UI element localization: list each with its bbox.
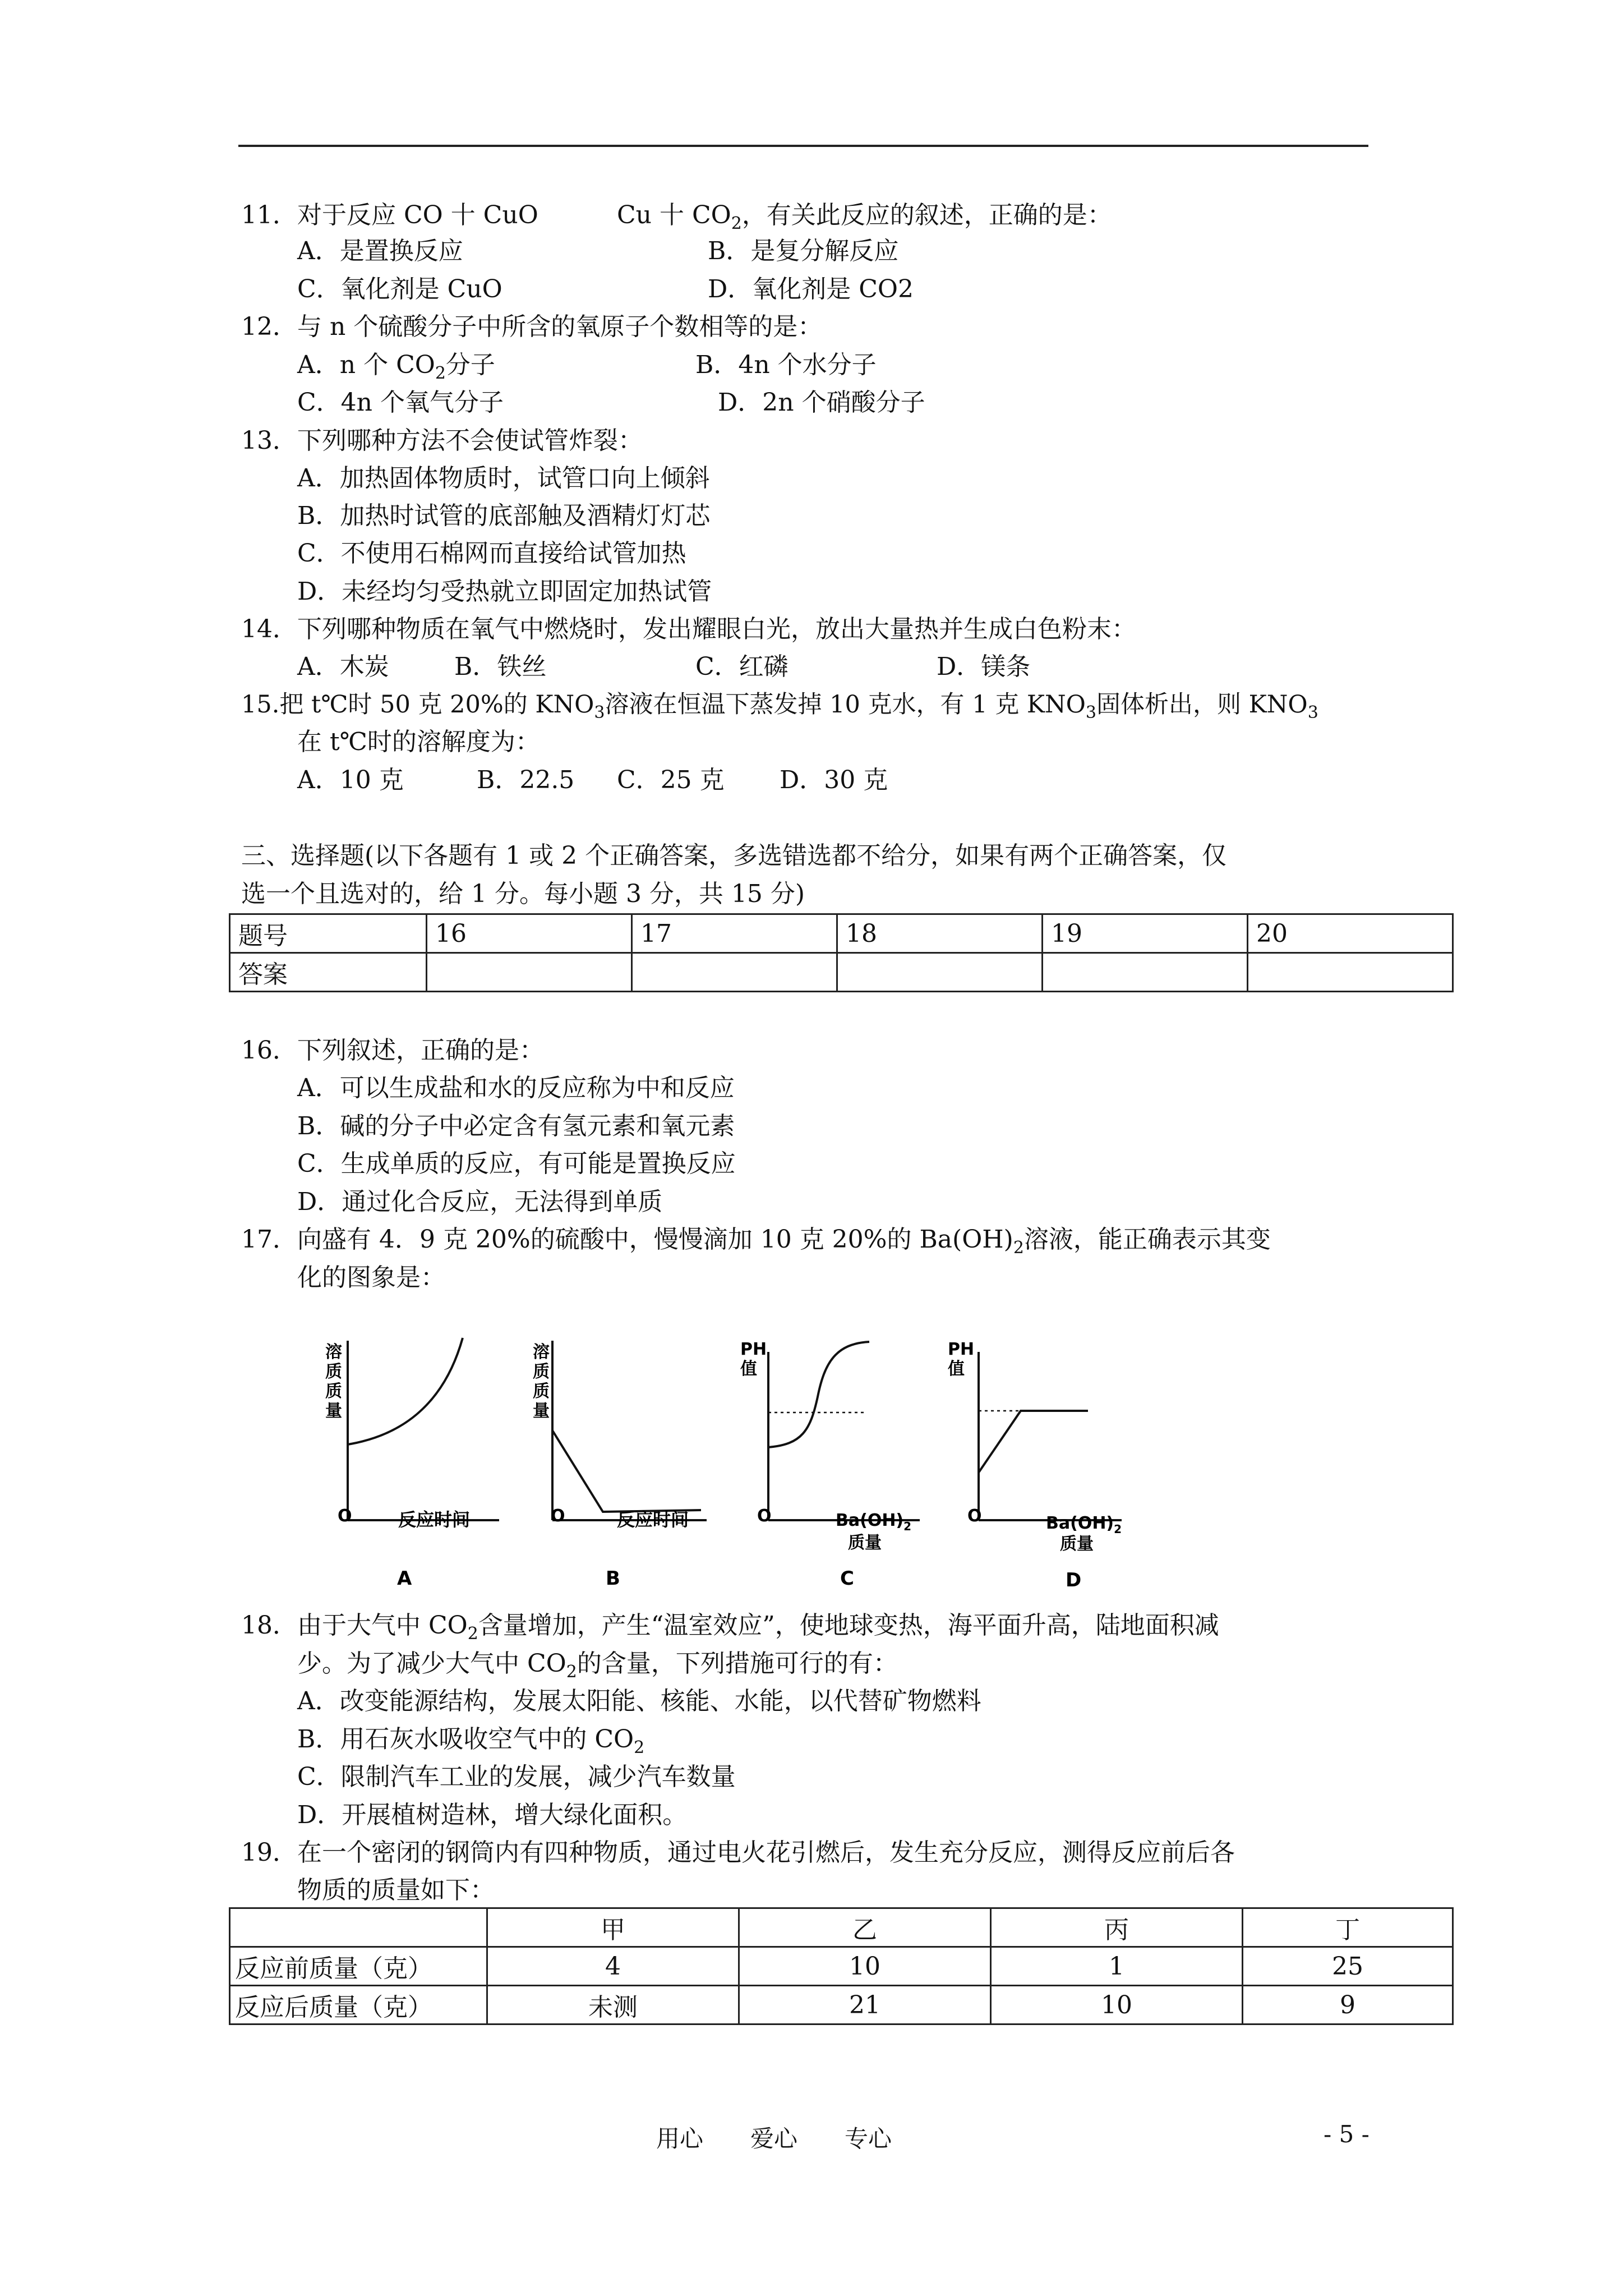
graph-b-y-label-2: 质 <box>533 1362 550 1382</box>
mass-table-cell: 1 <box>991 1947 1243 1986</box>
graph-b-curve <box>552 1430 701 1512</box>
q14-option-d: D．镁条 <box>937 652 1031 681</box>
graph-a-y-label-1: 溶 <box>325 1342 342 1362</box>
mass-table-row <box>230 1947 1453 1986</box>
q11-stem: 11．对于反应 CO 十 CuO <box>241 201 538 229</box>
q18-option-b: B．用石灰水吸收空气中的 $CO_2$ <box>297 1725 645 1757</box>
answer-input-16[interactable] <box>427 953 632 992</box>
q18-stem-line2: 少。为了减少大气中 $CO_2$的含量，下列措施可行的有： <box>297 1649 898 1682</box>
q15-option-a: A．10 克 <box>297 766 404 794</box>
q11-option-a: A．是置换反应 <box>297 237 463 265</box>
graph-b-letter: B <box>606 1567 620 1590</box>
q14-option-c: C．红磷 <box>695 652 789 681</box>
mass-table-row <box>230 1986 1453 2024</box>
graph-c-y-label-2: 值 <box>740 1359 757 1379</box>
q16-option-c: C．生成单质的反应，有可能是置换反应 <box>297 1149 736 1178</box>
graph-d-y-label-2: 值 <box>948 1359 965 1379</box>
page-number: - 5 - <box>1324 2120 1370 2148</box>
mass-table-cell <box>230 1908 487 1947</box>
answer-table-cell: 18 <box>837 914 1043 953</box>
graph-c-letter: C <box>840 1567 854 1590</box>
answer-table <box>229 913 1454 992</box>
q12-option-c: C．4n 个氧气分子 <box>297 388 504 417</box>
q19-stem-line1: 19．在一个密闭的钢筒内有四种物质，通过电火花引燃后，发生充分反应，测得反应前后各 <box>241 1838 1235 1867</box>
q13-stem: 13．下列哪种方法不会使试管炸裂： <box>241 426 643 455</box>
q13-option-c: C．不使用石棉网而直接给试管加热 <box>297 539 686 568</box>
graph-c-x-label: $Ba(OH)_2$ <box>836 1511 912 1533</box>
mass-table-cell: 21 <box>739 1986 991 2024</box>
graph-a-letter: A <box>397 1567 412 1590</box>
mass-table-cell: 乙 <box>739 1908 991 1947</box>
q18-option-a: A．改变能源结构，发展太阳能、核能、水能，以代替矿物燃料 <box>297 1687 981 1715</box>
q16-option-a: A．可以生成盐和水的反应称为中和反应 <box>297 1074 735 1102</box>
q11-stem-cont: Cu 十 $CO_2$，有关此反应的叙述，正确的是： <box>617 201 1112 233</box>
graph-d <box>942 1329 1127 1599</box>
q16-stem: 16．下列叙述，正确的是： <box>241 1036 544 1065</box>
q14-option-a: A．木炭 <box>297 652 389 681</box>
graph-b-y-label-1: 溶 <box>533 1342 550 1362</box>
graph-c-curve <box>768 1342 869 1447</box>
mass-table-cell: 10 <box>739 1947 991 1986</box>
graph-c-origin: O <box>757 1506 772 1526</box>
mass-table-cell: 10 <box>991 1986 1243 2024</box>
graph-d-x-label: $Ba(OH)_2$ <box>1046 1513 1122 1536</box>
mass-table-cell: 4 <box>487 1947 739 1986</box>
q17-stem-line1: 17．向盛有 4．9 克 20%的硫酸中，慢慢滴加 10 克 20%的 $Ba(OH)_2$溶液，能正确表示其变 <box>241 1225 1271 1258</box>
mass-table-cell: 未测 <box>487 1986 739 2024</box>
graph-b-x-label: 反应时间 <box>617 1509 689 1530</box>
graph-a-curve <box>348 1338 463 1444</box>
q12-option-a: A．n 个 $CO_2$分子 <box>297 351 495 383</box>
q14-stem: 14．下列哪种物质在氧气中燃烧时，发出耀眼白光，放出大量热并生成白色粉末： <box>241 615 1136 643</box>
q12-option-d: D．2n 个硝酸分子 <box>718 388 925 417</box>
q15-stem-line1: 15.把 t℃时 50 克 20%的 $KNO_3$溶液在恒温下蒸发掉 10 克水，有 1 克 $KNO_3$固体析出，则 $KNO_3$ <box>241 691 1318 723</box>
mass-table-cell: 丁 <box>1243 1908 1453 1947</box>
answer-table-cell: 20 <box>1248 914 1453 953</box>
q12-option-b: B．4n 个水分子 <box>695 351 877 379</box>
mass-table-cell: 25 <box>1243 1947 1453 1986</box>
graph-b <box>527 1329 712 1593</box>
graph-d-y-label-1: PH <box>948 1340 975 1359</box>
q13-option-d: D．未经均匀受热就立即固定加热试管 <box>297 577 712 606</box>
graph-b-y-label-3: 质 <box>533 1382 550 1401</box>
graph-d-letter: D <box>1066 1569 1082 1591</box>
q18-option-c: C．限制汽车工业的发展，减少汽车数量 <box>297 1763 736 1791</box>
q15-option-d: D．30 克 <box>780 766 888 794</box>
footer-motto: 用心 爱心 专心 <box>656 2125 892 2152</box>
graph-a-y-label-2: 质 <box>325 1362 342 1382</box>
header-rule <box>238 145 1368 147</box>
q11-option-c: C．氧化剂是 CuO <box>297 275 502 303</box>
graph-a <box>314 1329 505 1593</box>
graph-b-origin: O <box>551 1506 565 1526</box>
graph-c-y-label-1: PH <box>740 1340 767 1359</box>
mass-table-cell: 反应后质量（克） <box>230 1986 487 2024</box>
q19-stem-line2: 物质的质量如下： <box>297 1876 495 1904</box>
answer-input-19[interactable] <box>1043 953 1248 992</box>
graph-c <box>735 1329 925 1599</box>
q16-option-d: D．通过化合反应，无法得到单质 <box>297 1188 663 1216</box>
mass-table-header-row <box>230 1908 1453 1947</box>
q12-stem: 12．与 n 个硫酸分子中所含的氧原子个数相等的是： <box>241 312 823 341</box>
section3-instructions-line1: 三、选择题(以下各题有 1 或 2 个正确答案，多选错选都不给分，如果有两个正确答案，仅 <box>241 841 1227 870</box>
q13-option-b: B．加热时试管的底部触及酒精灯灯芯 <box>297 501 711 530</box>
mass-table-cell: 反应前质量（克） <box>230 1947 487 1986</box>
q18-option-d: D．开展植树造林，增大绿化面积。 <box>297 1801 688 1829</box>
graph-a-y-label-3: 质 <box>325 1382 342 1401</box>
q16-option-b: B．碱的分子中必定含有氢元素和氧元素 <box>297 1112 735 1140</box>
q11-option-d: D．氧化剂是 CO2 <box>708 275 914 303</box>
graph-a-y-label-4: 量 <box>325 1401 342 1421</box>
graph-c-x-label2: 质量 <box>848 1533 882 1553</box>
graph-a-origin: O <box>338 1506 352 1526</box>
mass-table-cell: 9 <box>1243 1986 1453 2024</box>
answer-table-header-row <box>230 914 1453 953</box>
mass-table <box>229 1907 1454 2025</box>
q17-stem-line2: 化的图象是： <box>297 1263 445 1292</box>
answer-table-cell: 答案 <box>230 953 427 992</box>
answer-input-17[interactable] <box>632 953 837 992</box>
mass-table-cell: 丙 <box>991 1908 1243 1947</box>
q13-option-a: A．加热固体物质时，试管口向上倾斜 <box>297 464 710 493</box>
q11-option-b: B．是复分解反应 <box>708 237 899 265</box>
graph-d-curve <box>979 1411 1088 1473</box>
graph-d-origin: O <box>967 1506 982 1526</box>
q14-option-b: B．铁丝 <box>454 652 547 681</box>
graph-d-x-label2: 质量 <box>1060 1534 1094 1554</box>
answer-table-cell: 17 <box>632 914 837 953</box>
section3-instructions-line2: 选一个且选对的，给 1 分。每小题 3 分，共 15 分) <box>241 880 805 908</box>
graph-a-x-label: 反应时间 <box>398 1509 471 1530</box>
answer-table-cell: 题号 <box>230 914 427 953</box>
answer-table-cell: 16 <box>427 914 632 953</box>
q15-option-c: C．25 克 <box>617 766 725 794</box>
q18-stem-line1: 18．由于大气中 $CO_2$含量增加，产生“温室效应”，使地球变热，海平面升高，陆地面积减 <box>241 1611 1219 1644</box>
graph-b-y-label-4: 量 <box>533 1401 550 1421</box>
answer-table-cell: 19 <box>1043 914 1248 953</box>
mass-table-cell: 甲 <box>487 1908 739 1947</box>
q15-option-b: B．22.5 <box>477 766 575 794</box>
answer-table-answer-row <box>230 953 1453 992</box>
q15-stem-line2: 在 t℃时的溶解度为： <box>297 728 540 756</box>
answer-input-18[interactable] <box>837 953 1043 992</box>
answer-input-20[interactable] <box>1248 953 1453 992</box>
